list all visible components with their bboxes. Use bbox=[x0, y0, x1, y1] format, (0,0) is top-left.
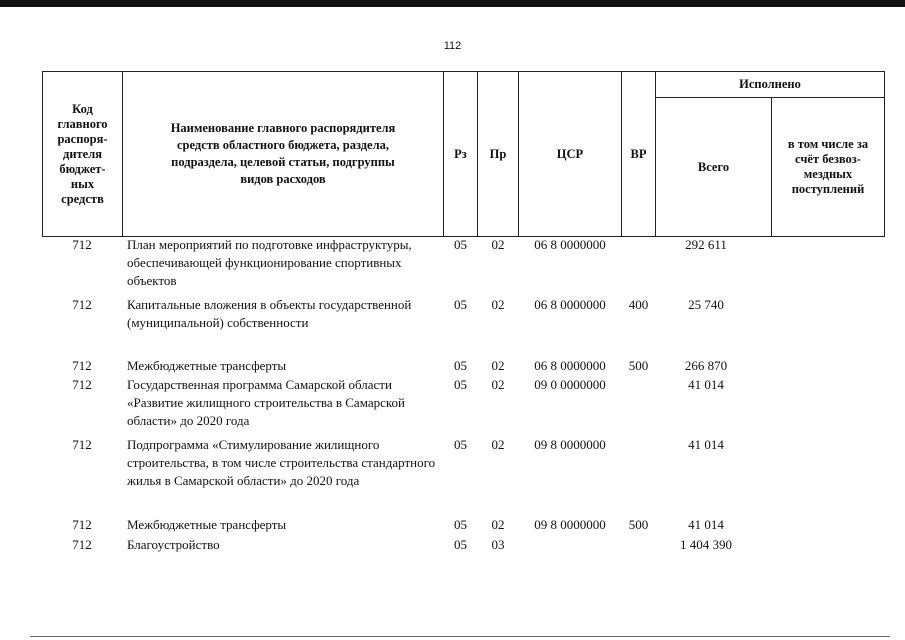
cell-pr: 02 bbox=[491, 358, 505, 373]
cell-name: Благоустройство bbox=[127, 537, 220, 552]
cell-name: Капитальные вложения в объекты государственной (муниципальной) собственности bbox=[127, 297, 412, 330]
scan-bottom-rule bbox=[30, 636, 890, 637]
cell-rz: 05 bbox=[454, 377, 467, 392]
cell-csr: 09 0 0000000 bbox=[534, 377, 606, 392]
cell-name: Межбюджетные трансферты bbox=[127, 517, 287, 532]
cell-csr: 09 8 0000000 bbox=[534, 517, 606, 532]
cell-csr: 09 8 0000000 bbox=[534, 437, 606, 452]
cell-code: 712 bbox=[72, 437, 92, 452]
cell-total: 41 014 bbox=[688, 517, 724, 532]
cell-pr: 03 bbox=[491, 537, 505, 552]
cell-code: 712 bbox=[72, 377, 92, 392]
cell-pr: 02 bbox=[491, 297, 505, 312]
cell-csr: 06 8 0000000 bbox=[534, 297, 606, 312]
cell-pr: 02 bbox=[491, 437, 505, 452]
cell-pr: 02 bbox=[491, 517, 505, 532]
cell-total: 1 404 390 bbox=[680, 537, 732, 552]
cell-code: 712 bbox=[72, 297, 92, 312]
cell-vr: 500 bbox=[628, 358, 649, 373]
header-code: Код главного распоря- дителя бюджет- ных средств bbox=[57, 101, 108, 206]
header-name: Наименование главного распорядителя средств областного бюджета, раздела, подраздела, целевой статьи, подгруппы видов расходов bbox=[170, 121, 396, 186]
header-vr: ВР bbox=[630, 146, 647, 161]
cell-rz: 05 bbox=[454, 297, 467, 312]
header-incl-grants: в том числе за счёт безвоз- мездных поступлений bbox=[787, 137, 869, 196]
page-number: 112 bbox=[443, 40, 462, 52]
cell-rz: 05 bbox=[454, 537, 467, 552]
header-csr: ЦСР bbox=[556, 146, 584, 161]
cell-total: 41 014 bbox=[688, 437, 724, 452]
header-total: Всего bbox=[697, 159, 730, 174]
cell-name: Государственная программа Самарской области «Развитие жилищного строительства в Самарской области» до 2020 года bbox=[127, 377, 405, 428]
cell-code: 712 bbox=[72, 517, 92, 532]
cell-total: 266 870 bbox=[684, 358, 728, 373]
cell-pr: 02 bbox=[491, 237, 505, 252]
cell-total: 25 740 bbox=[688, 297, 724, 312]
cell-name: Подпрограмма «Стимулирование жилищного строительства, в том числе строительства стандартного жилья в Самарской области» до 2020 года bbox=[127, 437, 436, 488]
cell-vr: 400 bbox=[628, 297, 649, 312]
cell-vr: 500 bbox=[628, 517, 649, 532]
cell-code: 712 bbox=[72, 537, 92, 552]
cell-code: 712 bbox=[72, 237, 92, 252]
cell-rz: 05 bbox=[454, 237, 467, 252]
cell-name: План мероприятий по подготовке инфраструктуры, обеспечивающей функционирование спортивных объектов bbox=[127, 237, 412, 288]
cell-rz: 05 bbox=[454, 517, 467, 532]
cell-pr: 02 bbox=[491, 377, 505, 392]
header-rz: Рз bbox=[454, 146, 467, 161]
cell-csr: 06 8 0000000 bbox=[534, 358, 606, 373]
cell-rz: 05 bbox=[454, 437, 467, 452]
cell-name: Межбюджетные трансферты bbox=[127, 358, 287, 373]
header-executed: Исполнено bbox=[739, 77, 801, 91]
cell-total: 292 611 bbox=[685, 237, 727, 252]
cell-code: 712 bbox=[72, 358, 92, 373]
cell-rz: 05 bbox=[454, 358, 467, 373]
header-pr: Пр bbox=[489, 146, 507, 161]
scan-top-border bbox=[0, 0, 905, 7]
cell-total: 41 014 bbox=[688, 377, 724, 392]
cell-csr: 06 8 0000000 bbox=[534, 237, 606, 252]
